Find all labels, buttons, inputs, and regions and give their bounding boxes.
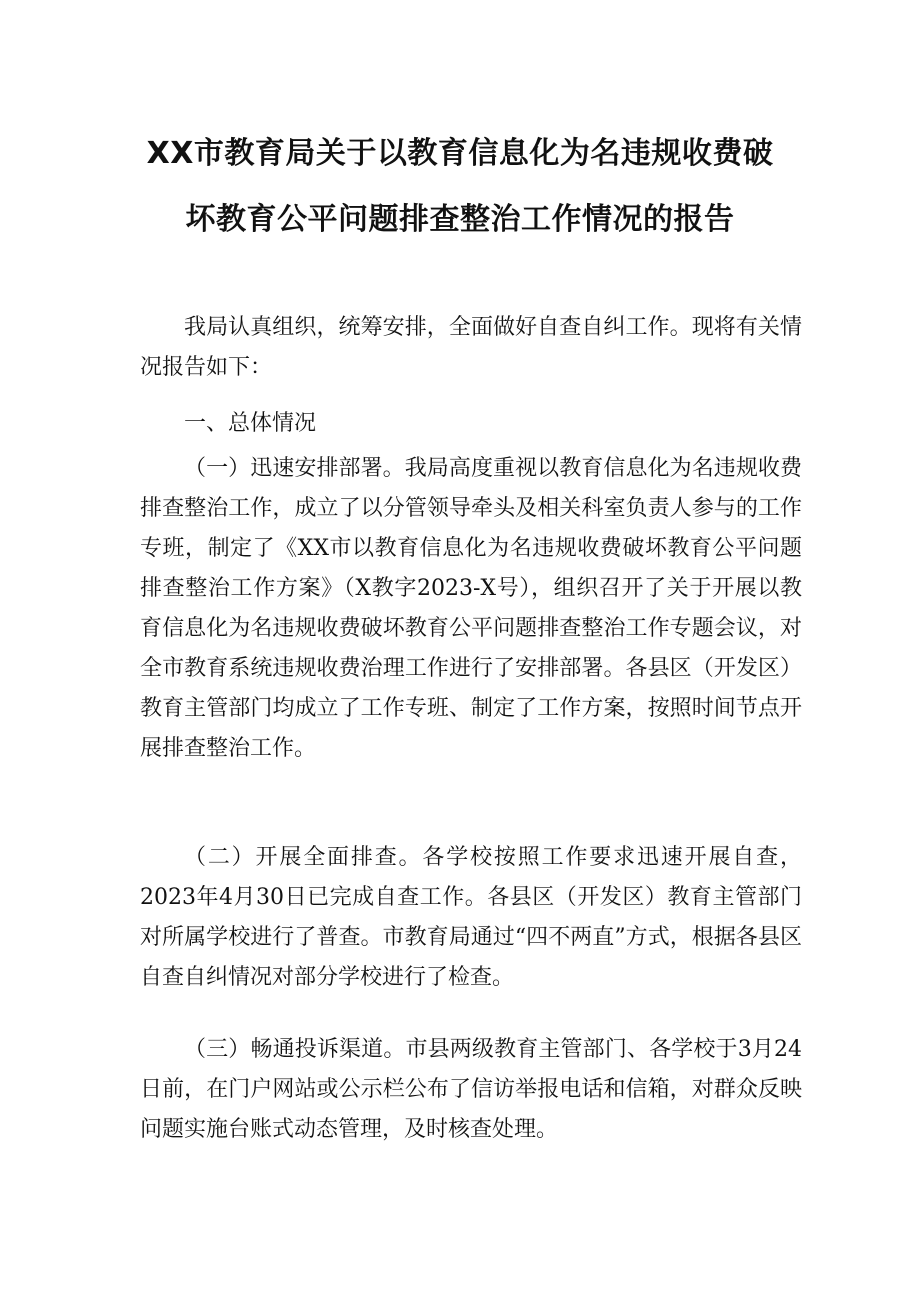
paragraph-inspection: （二）开展全面排查。各学校按照工作要求迅速开展自查，2023年4月30日已完成自查工作。各县区（开发区）教育主管部门对所属学校进行了普查。市教育局通过“四不两直”方式，根据各县区自查自纠情况对部分学校进行了检查。 xyxy=(140,845,802,990)
intro-paragraph: 我局认真组织，统筹安排，全面做好自查自纠工作。现将有关情况报告如下： xyxy=(140,315,802,380)
section-heading-overview: 一、总体情况 xyxy=(184,411,317,436)
paragraph-deployment: （一）迅速安排部署。我局高度重视以教育信息化为名违规收费排查整治工作，成立了以分管领导牵头及相关科室负责人参与的工作专班，制定了《XX市以教育信息化为名违规收费破坏教育公平问题排查整治工作方案》（X教字2023-X号），组织召开了关于开展以教育信息化为名违规收费破坏教育公平问题排查整治工作专题会议，对全市教育系统违规收费治理工作进行了安排部署。各县区（开发区）教育主管部门均成立了工作专班、制定了工作方案，按照时间节点开展排查整治工作。 xyxy=(140,456,802,761)
document-title-line-2: 坏教育公平问题排查整治工作情况的报告 xyxy=(185,202,735,237)
document-title-line-1: XX市教育局关于以教育信息化为名违规收费破 xyxy=(146,136,774,171)
paragraph-complaint-channels: （三）畅通投诉渠道。市县两级教育主管部门、各学校于3月24日前，在门户网站或公示栏公布了信访举报电话和信箱，对群众反映问题实施台账式动态管理，及时核查处理。 xyxy=(140,1037,802,1142)
